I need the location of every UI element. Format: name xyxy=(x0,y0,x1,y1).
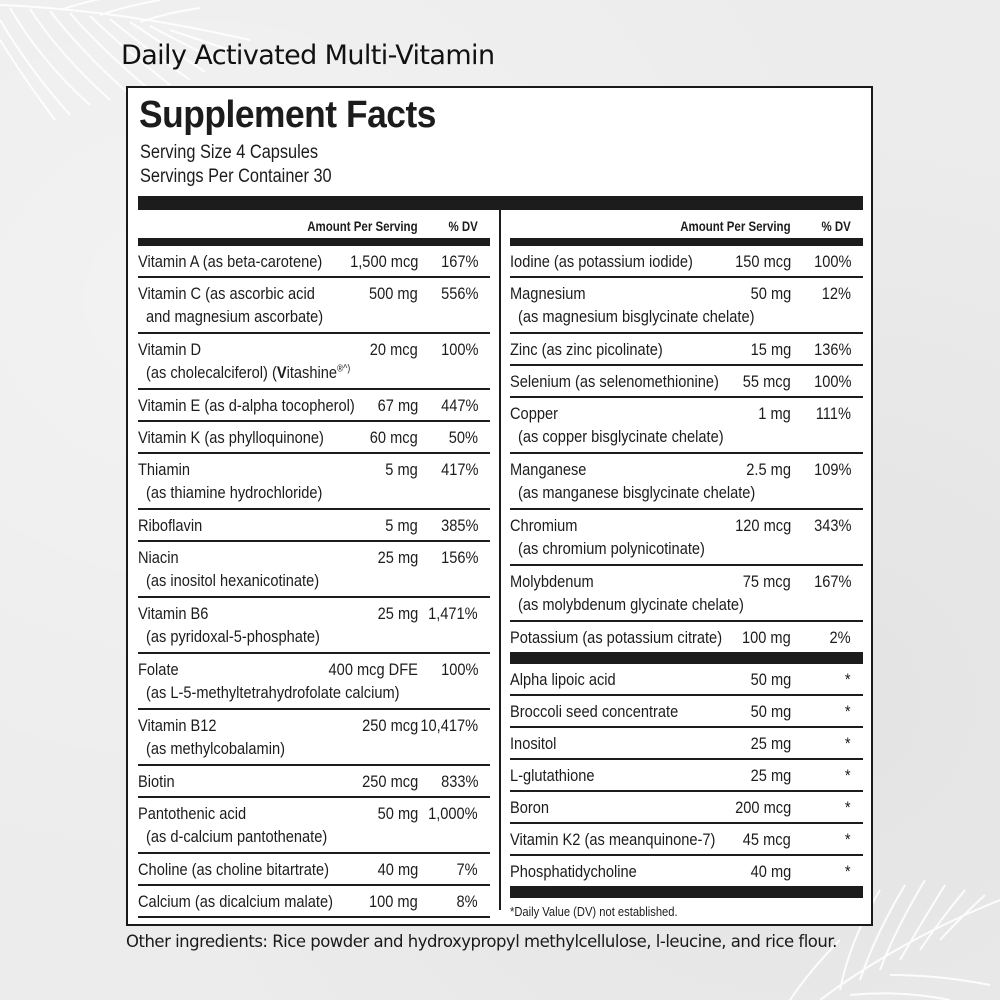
nutrient-row xyxy=(138,654,490,710)
nutrient-row xyxy=(138,278,490,334)
nutrient-row xyxy=(138,422,490,454)
supplement-facts-panel xyxy=(126,86,873,926)
nutrient-name: Riboflavin xyxy=(138,516,203,535)
dv-header: % DV xyxy=(448,218,478,234)
nutrient-row xyxy=(138,598,490,654)
nutrient-dv: 109% xyxy=(813,460,851,479)
nutrient-amount: 15 mg xyxy=(750,340,791,359)
column-header xyxy=(510,210,863,238)
ingredient-row xyxy=(510,728,863,760)
nutrient-name: Copper xyxy=(510,404,558,423)
nutrient-amount: 5 mg xyxy=(385,516,418,535)
ingredient-name: Phosphatidycholine xyxy=(510,862,637,881)
column-divider xyxy=(499,210,501,910)
nutrient-source: (as L-5-methyltetrahydrofolate calcium) xyxy=(146,683,400,702)
nutrient-name: Vitamin E (as d-alpha tocopherol) xyxy=(138,396,355,415)
nutrient-dv: 100% xyxy=(813,372,851,391)
nutrient-row xyxy=(510,510,863,566)
ingredient-amount: 50 mg xyxy=(750,702,791,721)
nutrient-source xyxy=(146,363,350,383)
ingredient-amount: 40 mg xyxy=(750,862,791,881)
nutrient-dv: 100% xyxy=(440,660,478,679)
ingredient-row xyxy=(510,792,863,824)
dv-footnote: *Daily Value (DV) not established. xyxy=(510,904,678,919)
nutrient-amount: 50 mg xyxy=(750,284,791,303)
nutrient-row xyxy=(510,622,863,652)
ingredient-dv: * xyxy=(845,798,851,817)
nutrient-amount: 500 mg xyxy=(369,284,418,303)
nutrient-name: Vitamin A (as beta-carotene) xyxy=(138,252,323,271)
nutrient-row xyxy=(138,798,490,854)
nutrient-dv: 10,417% xyxy=(420,716,478,735)
nutrient-dv: 556% xyxy=(440,284,478,303)
nutrient-amount: 55 mcg xyxy=(743,372,791,391)
nutrient-dv: 1,000% xyxy=(428,804,478,823)
thick-rule-header xyxy=(138,238,490,246)
ingredient-dv: * xyxy=(845,670,851,689)
nutrient-row xyxy=(138,766,490,798)
nutrient-row xyxy=(138,454,490,510)
nutrient-name: Biotin xyxy=(138,772,175,791)
nutrient-dv: 167% xyxy=(813,572,851,591)
registered-mark: ®^) xyxy=(336,363,351,375)
nutrient-source: (as thiamine hydrochloride) xyxy=(146,483,323,502)
nutrient-dv: 100% xyxy=(813,252,851,271)
servings-per-container: Servings Per Container 30 xyxy=(140,166,332,187)
nutrient-name: Potassium (as potassium citrate) xyxy=(510,628,723,647)
ingredient-name: Boron xyxy=(510,798,550,817)
ingredient-dv: * xyxy=(845,734,851,753)
nutrient-name: Pantothenic acid xyxy=(138,804,247,823)
nutrient-name: Vitamin D xyxy=(138,340,202,359)
thick-rule-top xyxy=(138,196,863,210)
nutrient-dv: 111% xyxy=(815,404,851,423)
source-text: (as cholecalciferol) ( xyxy=(146,363,277,382)
thick-rule-header xyxy=(510,238,863,246)
nutrient-amount: 100 mg xyxy=(742,628,791,647)
nutrient-source: (as molybdenum glycinate chelate) xyxy=(518,595,744,614)
nutrient-amount: 1 mg xyxy=(758,404,791,423)
nutrient-dv: 50% xyxy=(448,428,478,447)
nutrient-name: Molybdenum xyxy=(510,572,594,591)
ingredient-row xyxy=(510,696,863,728)
nutrient-row xyxy=(510,278,863,334)
nutrient-source: and magnesium ascorbate) xyxy=(146,307,324,326)
nutrient-name: Vitamin C (as ascorbic acid xyxy=(138,284,315,303)
ingredient-name: Vitamin K2 (as meanquinone-7) xyxy=(510,830,716,849)
ingredient-dv: * xyxy=(845,702,851,721)
nutrient-dv: 8% xyxy=(456,892,478,911)
nutrient-amount: 40 mg xyxy=(377,860,418,879)
nutrient-name: Vitamin B6 xyxy=(138,604,209,623)
nutrient-dv: 7% xyxy=(456,860,478,879)
nutrient-source: (as manganese bisglycinate chelate) xyxy=(518,483,756,502)
nutrient-row xyxy=(138,854,490,886)
nutrient-name: Folate xyxy=(138,660,179,679)
nutrient-amount: 5 mg xyxy=(385,460,418,479)
nutrient-amount: 50 mg xyxy=(377,804,418,823)
nutrient-row xyxy=(510,398,863,454)
nutrient-row xyxy=(138,710,490,766)
nutrient-source: (as pyridoxal-5-phosphate) xyxy=(146,627,320,646)
brand-name: itashine xyxy=(286,363,337,382)
nutrient-dv: 167% xyxy=(440,252,478,271)
nutrient-row xyxy=(510,566,863,622)
nutrient-amount: 1,500 mcg xyxy=(349,252,418,271)
nutrient-amount: 150 mcg xyxy=(734,252,791,271)
nutrient-source: (as inositol hexanicotinate) xyxy=(146,571,320,590)
ingredient-name: L-glutathione xyxy=(510,766,595,785)
nutrient-name: Zinc (as zinc picolinate) xyxy=(510,340,663,359)
nutrient-row xyxy=(138,886,490,918)
nutrient-name: Niacin xyxy=(138,548,179,567)
nutrient-amount: 67 mg xyxy=(377,396,418,415)
ingredient-amount: 45 mcg xyxy=(743,830,791,849)
nutrient-dv: 385% xyxy=(440,516,478,535)
nutrient-source: (as chromium polynicotinate) xyxy=(518,539,705,558)
nutrient-row xyxy=(510,366,863,398)
nutrient-amount: 75 mcg xyxy=(743,572,791,591)
nutrient-name: Calcium (as dicalcium malate) xyxy=(138,892,333,911)
product-title: Daily Activated Multi-Vitamin xyxy=(121,40,495,71)
nutrient-row xyxy=(138,390,490,422)
nutrient-amount: 250 mcg xyxy=(361,772,418,791)
amount-header: Amount Per Serving xyxy=(307,218,418,234)
ingredient-amount: 200 mcg xyxy=(734,798,791,817)
nutrient-amount: 20 mcg xyxy=(370,340,418,359)
ingredient-name: Broccoli seed concentrate xyxy=(510,702,679,721)
ingredient-amount: 50 mg xyxy=(750,670,791,689)
other-ingredients: Other ingredients: Rice powder and hydroxypropyl methylcellulose, l-leucine, and rice flour. xyxy=(126,932,837,951)
nutrient-dv: 12% xyxy=(821,284,851,303)
ingredient-name: Inositol xyxy=(510,734,557,753)
nutrient-amount: 100 mg xyxy=(369,892,418,911)
nutrient-dv: 156% xyxy=(440,548,478,567)
nutrient-amount: 60 mcg xyxy=(370,428,418,447)
dv-header: % DV xyxy=(821,218,851,234)
nutrient-amount: 250 mcg xyxy=(361,716,418,735)
ingredient-dv: * xyxy=(845,766,851,785)
ingredient-row xyxy=(510,856,863,886)
nutrient-row xyxy=(510,246,863,278)
thick-rule-other-ingredients xyxy=(510,652,863,664)
nutrient-name: Magnesium xyxy=(510,284,586,303)
left-column xyxy=(138,210,490,918)
nutrient-row xyxy=(138,542,490,598)
brand-initial: V xyxy=(276,363,287,382)
nutrient-row xyxy=(510,334,863,366)
nutrient-name: Vitamin B12 xyxy=(138,716,217,735)
nutrient-dv: 447% xyxy=(440,396,478,415)
ingredient-dv: * xyxy=(845,830,851,849)
nutrient-row xyxy=(138,246,490,278)
nutrient-dv: 417% xyxy=(440,460,478,479)
ingredient-amount: 25 mg xyxy=(750,734,791,753)
ingredient-amount: 25 mg xyxy=(750,766,791,785)
serving-size: Serving Size 4 Capsules xyxy=(140,142,319,163)
nutrient-amount: 25 mg xyxy=(377,604,418,623)
nutrient-row xyxy=(510,454,863,510)
nutrient-dv: 343% xyxy=(813,516,851,535)
ingredient-name: Alpha lipoic acid xyxy=(510,670,616,689)
nutrient-amount: 2.5 mg xyxy=(746,460,791,479)
nutrient-source: (as magnesium bisglycinate chelate) xyxy=(518,307,755,326)
nutrient-source: (as methylcobalamin) xyxy=(146,739,285,758)
nutrient-amount: 25 mg xyxy=(377,548,418,567)
amount-header: Amount Per Serving xyxy=(680,218,791,234)
nutrient-amount: 120 mcg xyxy=(734,516,791,535)
column-header xyxy=(138,210,490,238)
nutrient-name: Choline (as choline bitartrate) xyxy=(138,860,329,879)
thick-rule-bottom xyxy=(510,886,863,898)
ingredient-row xyxy=(510,824,863,856)
nutrient-dv: 1,471% xyxy=(428,604,478,623)
nutrient-row xyxy=(138,334,490,390)
nutrient-name: Thiamin xyxy=(138,460,191,479)
nutrient-dv: 833% xyxy=(440,772,478,791)
nutrient-name: Selenium (as selenomethionine) xyxy=(510,372,719,391)
ingredient-row xyxy=(510,760,863,792)
nutrient-dv: 100% xyxy=(440,340,478,359)
nutrient-row xyxy=(138,510,490,542)
nutrient-name: Chromium xyxy=(510,516,578,535)
nutrient-dv: 2% xyxy=(829,628,851,647)
nutrient-name: Vitamin K (as phylloquinone) xyxy=(138,428,324,447)
ingredient-dv: * xyxy=(845,862,851,881)
nutrient-dv: 136% xyxy=(813,340,851,359)
nutrient-source: (as copper bisglycinate chelate) xyxy=(518,427,724,446)
nutrient-source: (as d-calcium pantothenate) xyxy=(146,827,328,846)
nutrient-name: Manganese xyxy=(510,460,587,479)
nutrient-name: Iodine (as potassium iodide) xyxy=(510,252,693,271)
nutrient-amount: 400 mcg DFE xyxy=(328,660,418,679)
panel-title: Supplement Facts xyxy=(139,94,436,136)
ingredient-row xyxy=(510,664,863,696)
right-column xyxy=(510,210,863,919)
